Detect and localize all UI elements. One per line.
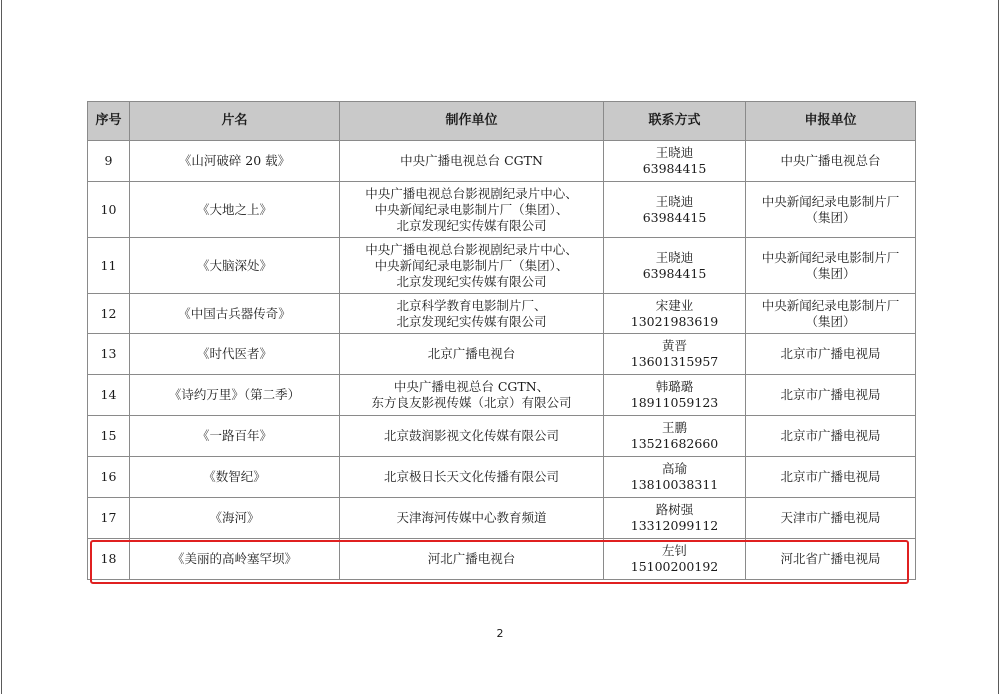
cell-contact: 王晓迪 63984415 — [604, 141, 746, 182]
cell-title: 《大地之上》 — [130, 182, 340, 238]
cell-producer: 北京极日长天文化传播有限公司 — [340, 457, 604, 498]
cell-title: 《诗约万里》（第二季） — [130, 375, 340, 416]
table-row — [88, 498, 916, 539]
page-edge-right — [998, 0, 999, 694]
cell-no: 11 — [88, 238, 130, 294]
header-producer: 制作单位 — [340, 102, 604, 141]
cell-title: 《山河破碎 20 载》 — [130, 141, 340, 182]
cell-contact: 宋建业 13021983619 — [604, 294, 746, 334]
cell-producer: 中央广播电视总台 CGTN、 东方良友影视传媒（北京）有限公司 — [340, 375, 604, 416]
table-row — [88, 141, 916, 182]
cell-producer: 中央广播电视总台影视剧纪录片中心、 中央新闻纪录电影制片厂（集团）、 北京发现纪实传媒有限公司 — [340, 238, 604, 294]
cell-title: 《中国古兵器传奇》 — [130, 294, 340, 334]
cell-no: 15 — [88, 416, 130, 457]
cell-contact: 高瑜 13810038311 — [604, 457, 746, 498]
cell-no: 12 — [88, 294, 130, 334]
cell-no: 14 — [88, 375, 130, 416]
cell-contact: 王晓迪 63984415 — [604, 238, 746, 294]
cell-producer: 北京鼓润影视文化传媒有限公司 — [340, 416, 604, 457]
table-header-row — [88, 102, 916, 141]
cell-contact: 王晓迪 63984415 — [604, 182, 746, 238]
cell-no: 10 — [88, 182, 130, 238]
cell-applicant: 中央新闻纪录电影制片厂 （集团） — [746, 238, 916, 294]
documentary-list-table — [87, 101, 916, 580]
cell-contact: 黄晋 13601315957 — [604, 334, 746, 375]
cell-producer: 北京广播电视台 — [340, 334, 604, 375]
cell-applicant: 中央新闻纪录电影制片厂 （集团） — [746, 182, 916, 238]
table-row-highlighted — [88, 539, 916, 580]
cell-contact: 左钊 15100200192 — [604, 539, 746, 580]
table-row — [88, 334, 916, 375]
cell-no: 9 — [88, 141, 130, 182]
header-no: 序号 — [88, 102, 130, 141]
cell-applicant: 北京市广播电视局 — [746, 334, 916, 375]
header-applicant: 申报单位 — [746, 102, 916, 141]
cell-no: 16 — [88, 457, 130, 498]
cell-contact: 韩璐璐 18911059123 — [604, 375, 746, 416]
cell-title: 《数智纪》 — [130, 457, 340, 498]
cell-producer: 中央广播电视总台影视剧纪录片中心、 中央新闻纪录电影制片厂（集团）、 北京发现纪实传媒有限公司 — [340, 182, 604, 238]
table-row — [88, 294, 916, 334]
cell-applicant: 河北省广播电视局 — [746, 539, 916, 580]
table-row — [88, 416, 916, 457]
cell-no: 13 — [88, 334, 130, 375]
cell-title: 《一路百年》 — [130, 416, 340, 457]
table-row — [88, 375, 916, 416]
cell-title: 《时代医者》 — [130, 334, 340, 375]
cell-applicant: 天津市广播电视局 — [746, 498, 916, 539]
cell-producer: 北京科学教育电影制片厂、 北京发现纪实传媒有限公司 — [340, 294, 604, 334]
cell-applicant: 北京市广播电视局 — [746, 375, 916, 416]
table-row — [88, 182, 916, 238]
cell-producer: 中央广播电视总台 CGTN — [340, 141, 604, 182]
table-row — [88, 457, 916, 498]
cell-producer: 河北广播电视台 — [340, 539, 604, 580]
cell-title: 《大脑深处》 — [130, 238, 340, 294]
cell-applicant: 中央广播电视总台 — [746, 141, 916, 182]
cell-contact: 王鹏 13521682660 — [604, 416, 746, 457]
cell-producer: 天津海河传媒中心教育频道 — [340, 498, 604, 539]
cell-applicant: 北京市广播电视局 — [746, 416, 916, 457]
page-number: 2 — [496, 627, 504, 640]
cell-contact: 路树强 13312099112 — [604, 498, 746, 539]
header-title: 片名 — [130, 102, 340, 141]
header-contact: 联系方式 — [604, 102, 746, 141]
cell-title: 《海河》 — [130, 498, 340, 539]
cell-no: 18 — [88, 539, 130, 580]
cell-no: 17 — [88, 498, 130, 539]
cell-applicant: 中央新闻纪录电影制片厂 （集团） — [746, 294, 916, 334]
page-edge-left — [1, 0, 2, 694]
cell-applicant: 北京市广播电视局 — [746, 457, 916, 498]
table-row — [88, 238, 916, 294]
cell-title: 《美丽的高岭塞罕坝》 — [130, 539, 340, 580]
